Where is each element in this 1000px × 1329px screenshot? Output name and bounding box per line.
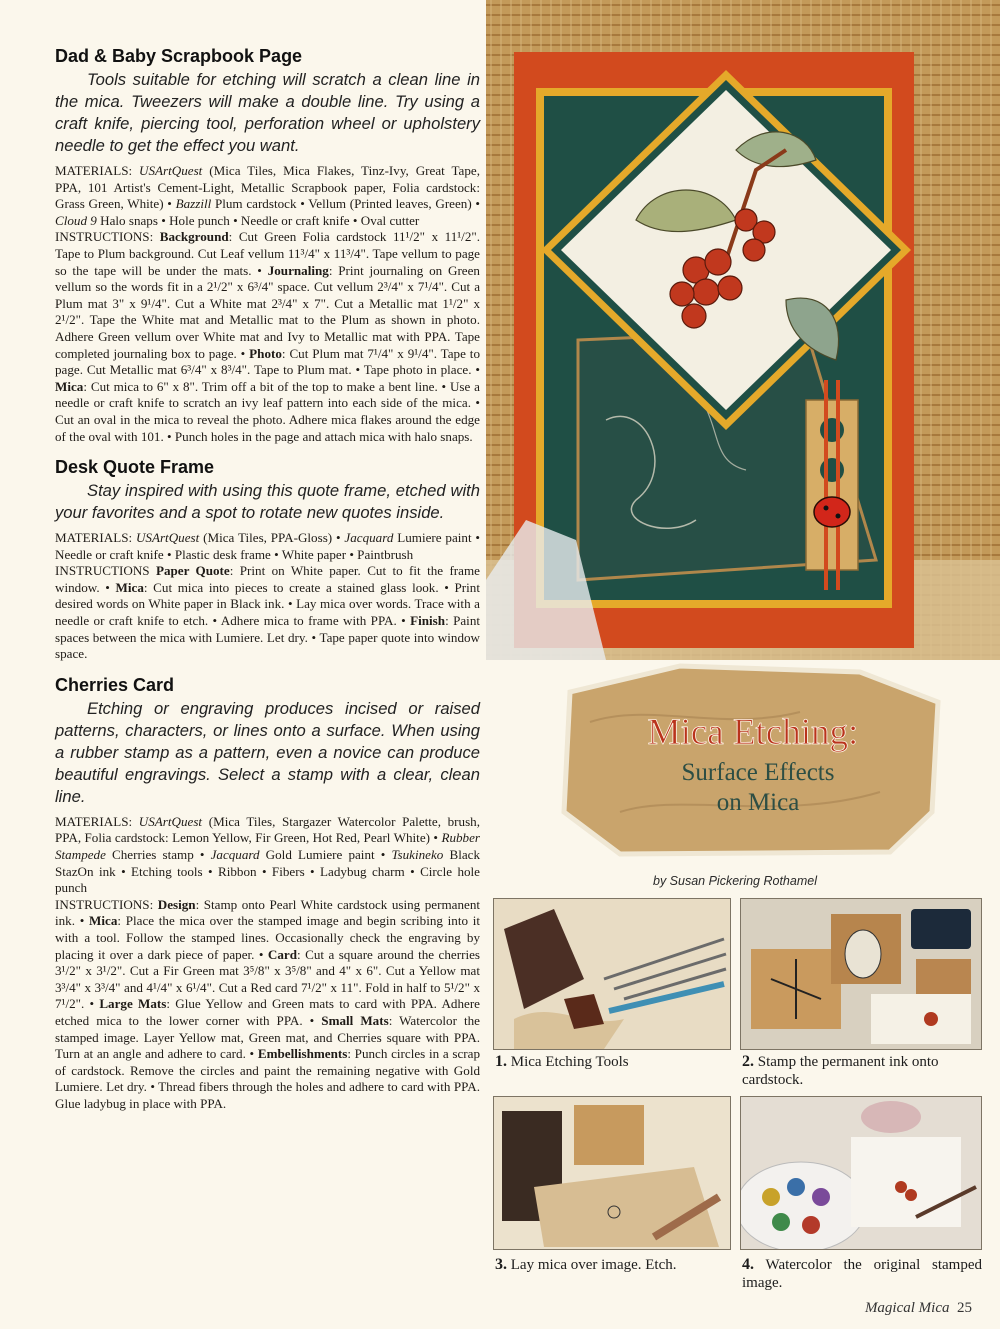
step-label: Mica bbox=[55, 378, 84, 394]
step-label: Background bbox=[159, 229, 229, 245]
step-label: Small Mats bbox=[321, 1012, 389, 1028]
step-number: 4. bbox=[742, 1256, 754, 1273]
section-title: Dad & Baby Scrapbook Page bbox=[55, 46, 303, 66]
author-byline: by Susan Pickering Rothamel bbox=[653, 874, 817, 888]
instructions-paragraph bbox=[55, 563, 480, 663]
magazine-title: Magical Mica bbox=[864, 1300, 950, 1316]
materials-text: Gold Lumiere paint • bbox=[259, 847, 392, 863]
section-intro: Stay inspired with using this quote frame, etched with your favorites and a spot to rotate new quotes inside. bbox=[55, 481, 480, 523]
stamping-illustration bbox=[741, 899, 981, 1049]
materials-text: Cherries stamp • bbox=[105, 847, 211, 863]
step4-caption bbox=[742, 1256, 982, 1292]
step-text: : Cut Green Folia cardstock 11¹/2" x 11¹/2". Tape to Plum background. Cut Leaf vellum 11³/4" x 11³/4". Tape vellum to page so the tape will be under the mats. • bbox=[55, 229, 480, 278]
watercolor-illustration bbox=[741, 1097, 981, 1249]
step-text: : Stamp onto Pearl White cardstock using permanent ink. • bbox=[55, 896, 481, 929]
materials-label: MATERIALS: bbox=[55, 163, 140, 178]
brand-name: Cloud 9 bbox=[55, 212, 97, 228]
materials-paragraph bbox=[55, 814, 480, 897]
materials-text: (Mica Tiles, PPA-Gloss) • bbox=[199, 530, 345, 546]
section-intro: Etching or engraving produces incised or raised patterns, characters, or lines onto a surface. When using a rubber stamp as a pattern, even a novice can produce beautiful engravings. Select a stamp with a clear, clean line. bbox=[55, 698, 480, 806]
page-footer bbox=[865, 1300, 972, 1317]
step-text: : Cut mica to 6" x 8". Trim off a bit of the top to make a bent line. • Use a needle or craft knife to scratch an ivy leaf pattern into each side of the mica. • Cut an oval in the mica to reveal the photo. Adhere mica flakes around the edge of the oval with 101. • Punch holes in the page and attach mica with halo snaps. bbox=[55, 378, 480, 444]
step-label: Photo bbox=[249, 345, 282, 361]
step2-photo bbox=[740, 898, 982, 1050]
materials-text: (Mica Tiles, Stargazer Watercolor Palette, brush, PPA, Folia cardstock: Lemon Yellow, Fir Green, Hot Red, Pearl White) • bbox=[55, 813, 481, 846]
title-banner bbox=[560, 662, 946, 858]
step-text: : Punch circles in a scrap of cardstock. Remove the circles and paint the remaining negative with Gold Lumiere. Let dry. • Thread fibers through the holes and adhere to card with PPA. Glue ladybug in place with PPA. bbox=[55, 1046, 480, 1111]
step-label: Large Mats bbox=[99, 996, 167, 1012]
step-text: : Print on White paper. Cut to fit the frame window. • bbox=[55, 563, 480, 595]
instructions-label: INSTRUCTIONS: bbox=[55, 229, 160, 245]
materials-text: Plum cardstock • Vellum (Printed leaves, Green) • bbox=[211, 196, 480, 212]
section-cherries-card bbox=[55, 675, 480, 1113]
step1-photo bbox=[493, 898, 731, 1050]
materials-label: MATERIALS: bbox=[55, 530, 136, 546]
step-number: 1. bbox=[495, 1053, 507, 1070]
section-scrapbook bbox=[55, 46, 480, 445]
mica-stone-graphic bbox=[560, 662, 946, 858]
step-text: : Watercolor the stamped image. Layer Yellow mat, Green mat, and Cherries square with PPA. Turn at an angle and adhere to card. • bbox=[55, 1012, 480, 1062]
materials-text: (Mica Tiles, Mica Flakes, Tinz-Ivy, Great Tape, PPA, 101 Artist's Cement-Light, Metallic Scrapbook paper, Folia cardstock: Grass Green, White) • bbox=[55, 163, 480, 212]
step-text: : Place the mica over the stamped image and begin scribing into it with a tool. Follow the stamped lines. Occasionally check the engraving by placing it over a dark piece of paper. • bbox=[55, 913, 481, 962]
brand-name: USArtQuest bbox=[138, 813, 203, 829]
brand-name: Jacquard bbox=[344, 530, 394, 546]
brand-name: Bazzill bbox=[175, 196, 212, 212]
materials-label: MATERIALS: bbox=[55, 813, 139, 829]
materials-text: Black StazOn ink • Etching tools • Ribbon • Fibers • Ladybug charm • Circle hole punch bbox=[55, 847, 481, 896]
step-caption-text: Watercolor the original stamped image. bbox=[742, 1257, 982, 1291]
brand-name: USArtQuest bbox=[135, 530, 200, 546]
step-caption-text: Stamp the permanent ink onto cardstock. bbox=[742, 1054, 939, 1088]
banner-subtitle-line2: on Mica bbox=[716, 789, 800, 816]
cherries-card-illustration bbox=[486, 0, 1000, 660]
step1-caption bbox=[495, 1053, 731, 1071]
section-desk-quote-frame bbox=[55, 457, 480, 663]
etching-tools-illustration bbox=[494, 899, 730, 1049]
step-caption-text: Lay mica over image. Etch. bbox=[507, 1257, 677, 1273]
step-number: 2. bbox=[742, 1053, 754, 1070]
step3-photo bbox=[493, 1096, 731, 1250]
step-number: 3. bbox=[495, 1256, 507, 1273]
etching-mica-illustration bbox=[494, 1097, 730, 1249]
step-text: : Cut a square around the cherries 3¹/2" x 3¹/2". Cut a Fir Green mat 3⁵/8" x 3⁵/8" and 4" x 6". Cut a Yellow mat 3³/4" x 3³/4" and 4¹/4" x 6¹/4". Cut a Red card 7¹/2" x 11". Fold in half to 5¹/2" x 7¹/2". • bbox=[55, 946, 480, 1012]
step-label: Journaling bbox=[267, 262, 329, 278]
step-label: Finish bbox=[410, 613, 446, 629]
article-column bbox=[55, 46, 480, 1113]
section-intro: Tools suitable for etching will scratch a clean line in the mica. Tweezers will make a double line. Try using a craft knife, piercing tool, perforation wheel or upholstery needle to get the effect you want. bbox=[55, 70, 480, 155]
instructions-label: INSTRUCTIONS: bbox=[55, 896, 158, 912]
brand-name: Rubber Stampede bbox=[55, 830, 480, 863]
materials-text: Lumiere paint • Needle or craft knife • Plastic desk frame • White paper • Paintbrush bbox=[55, 530, 480, 562]
ladybug-charm bbox=[814, 497, 850, 527]
brand-name: USArtQuest bbox=[139, 163, 203, 178]
brand-name: Jacquard bbox=[210, 847, 260, 863]
materials-text: Halo snaps • Hole punch • Needle or craft knife • Oval cutter bbox=[96, 212, 420, 228]
step2-caption bbox=[742, 1053, 982, 1089]
step-label: Card bbox=[267, 946, 297, 962]
instructions-paragraph bbox=[55, 229, 480, 445]
step-text: : Cut Plum mat 7¹/4" x 9¹/4". Tape to page. Cut Metallic mat 6³/4" x 8³/4". Tape to Plum mat. • Tape photo in place. • bbox=[55, 345, 480, 378]
materials-paragraph bbox=[55, 163, 480, 229]
step-text: : Paint spaces between the mica with Lumiere. Let dry. • Tape paper quote into window space. bbox=[55, 613, 481, 662]
brand-name: Tsukineko bbox=[391, 847, 444, 863]
step-label: Embellishments bbox=[257, 1046, 348, 1062]
step-text: : Cut mica into pieces to create a stained glass look. • Print desired words on White paper in Black ink. • Lay mica over words. Trace with a needle or craft knife to etch. • Adhere mica to frame with PPA. • bbox=[55, 579, 480, 629]
banner-title: Mica Etching: bbox=[647, 712, 859, 753]
step4-photo bbox=[740, 1096, 982, 1250]
step-text: : Print journaling on Green vellum so the words fit in a 2¹/2" x 6³/4" space. Cut vellum 2³/4" x 7¹/4". Cut a Plum mat 3" x 9¹/4". Cut a White mat 2³/4" x 7". Cut a Metallic mat 1¹/2" x 2¹/2". Tape the White mat and Metallic mat to the Plum as shown in photo. Adhere Green vellum over White mat and Ivy to Metallic mat with PPA. Tape completed journaling box to page. • bbox=[55, 262, 480, 361]
materials-paragraph bbox=[55, 530, 480, 563]
section-title: Cherries Card bbox=[55, 674, 175, 695]
banner-subtitle-line1: Surface Effects bbox=[681, 759, 835, 786]
step-label: Design bbox=[157, 896, 196, 912]
step-label: Paper Quote bbox=[155, 563, 230, 579]
instructions-label: INSTRUCTIONS bbox=[55, 563, 156, 579]
cherries-card-photo bbox=[486, 0, 1000, 660]
step3-caption bbox=[495, 1256, 731, 1274]
section-title: Desk Quote Frame bbox=[55, 457, 215, 478]
page-number: 25 bbox=[957, 1300, 972, 1316]
step-caption-text: Mica Etching Tools bbox=[507, 1054, 629, 1070]
step-label: Mica bbox=[115, 579, 144, 595]
step-text: : Glue Yellow and Green mats to card with PPA. Adhere etched mica to the lower corner with PPA. • bbox=[55, 996, 480, 1028]
instructions-paragraph bbox=[55, 897, 480, 1113]
step-label: Mica bbox=[89, 913, 118, 929]
